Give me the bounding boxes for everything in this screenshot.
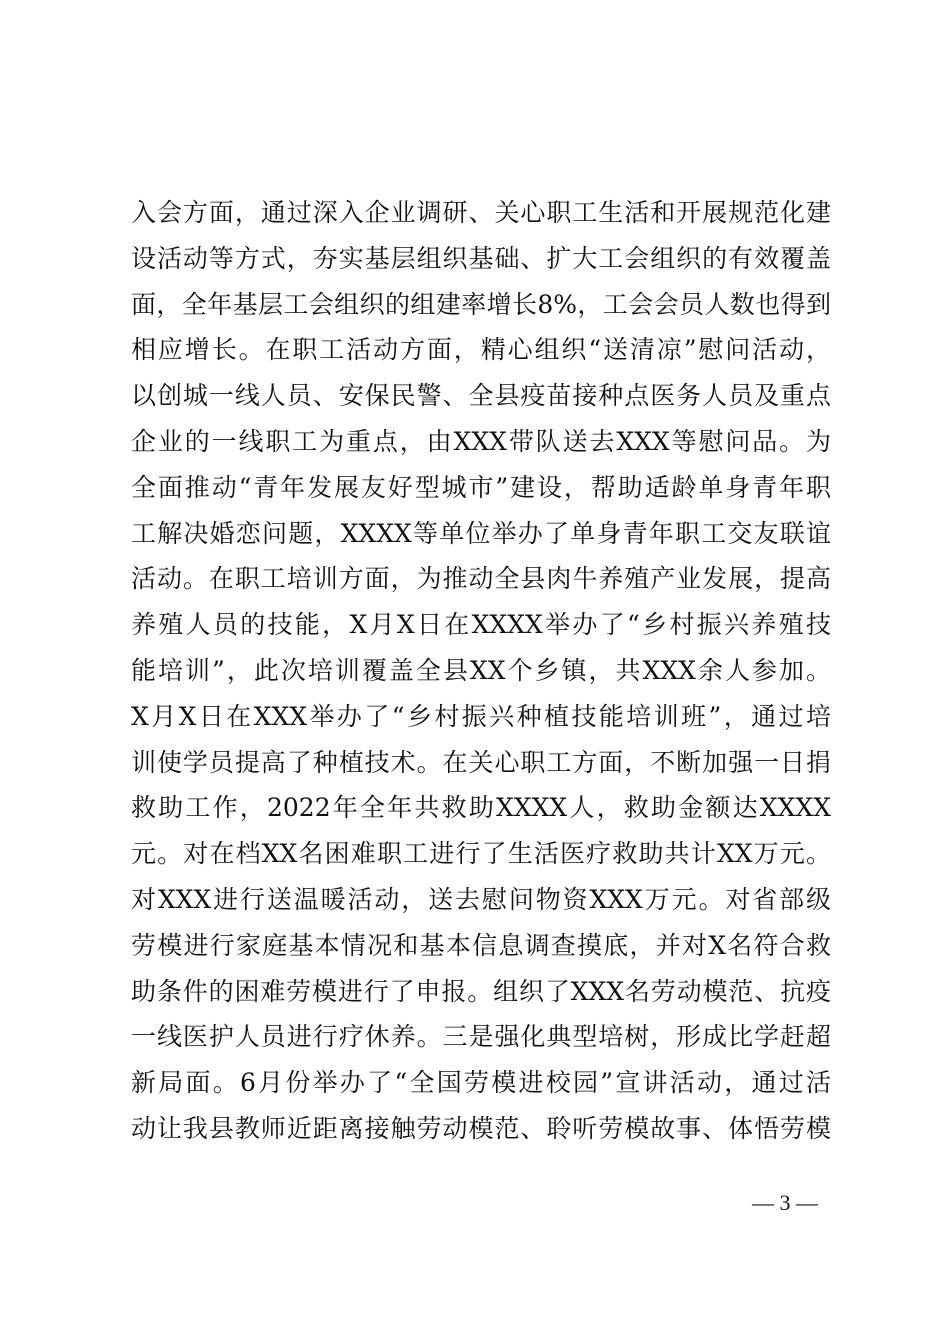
text-line: X月X日在XXX举办了“乡村振兴种植技能培训班”，通过培 — [131, 701, 831, 731]
text-line: 训使学员提高了种植技术。在关心职工方面，不断加强一日捐 — [131, 747, 831, 777]
page-number: — 3 — — [752, 1190, 818, 1215]
text-line: 新局面。6月份举办了“全国劳模进校园”宣讲活动，通过活 — [131, 1068, 831, 1098]
text-line: 以创城一线人员、安保民警、全县疫苗接种点医务人员及重点 — [131, 381, 831, 411]
text-line: 元。对在档XX名困难职工进行了生活医疗救助共计XX万元。 — [131, 839, 831, 869]
text-line: 养殖人员的技能，X月X日在XXXX举办了“乡村振兴养殖技 — [131, 610, 831, 640]
text-line: 能培训”，此次培训覆盖全县XX个乡镇，共XXX余人参加。 — [131, 655, 831, 685]
text-line: 设活动等方式，夯实基层组织基础、扩大工会组织的有效覆盖 — [131, 243, 831, 273]
text-line: 一线医护人员进行疗休养。三是强化典型培树，形成比学赶超 — [131, 1022, 831, 1052]
text-line: 入会方面，通过深入企业调研、关心职工生活和开展规范化建 — [131, 198, 831, 227]
text-line: 活动。在职工培训方面，为推动全县肉牛养殖产业发展，提高 — [131, 564, 831, 594]
text-line: 动让我县教师近距离接触劳动模范、聆听劳模故事、体悟劳模 — [131, 1113, 831, 1143]
body-paragraph — [131, 190, 831, 1152]
text-line: 面，全年基层工会组织的组建率增长8%，工会会员人数也得到 — [131, 289, 831, 319]
text-line: 劳模进行家庭基本情况和基本信息调查摸底，并对X名符合救 — [131, 930, 831, 960]
text-line: 企业的一线职工为重点，由XXX带队送去XXX等慰问品。为 — [131, 426, 831, 456]
text-line: 救助工作，2022年全年共救助XXXX人，救助金额达XXXX — [131, 793, 831, 823]
text-line: 全面推动“青年发展友好型城市”建设，帮助适龄单身青年职 — [131, 472, 831, 502]
text-line: 工解决婚恋问题，XXXX等单位举办了单身青年职工交友联谊 — [131, 518, 831, 548]
text-line: 相应增长。在职工活动方面，精心组织“送清凉”慰问活动， — [131, 335, 831, 365]
text-line: 助条件的困难劳模进行了申报。组织了XXX名劳动模范、抗疫 — [131, 976, 831, 1006]
text-line: 对XXX进行送温暖活动，送去慰问物资XXX万元。对省部级 — [131, 884, 831, 914]
